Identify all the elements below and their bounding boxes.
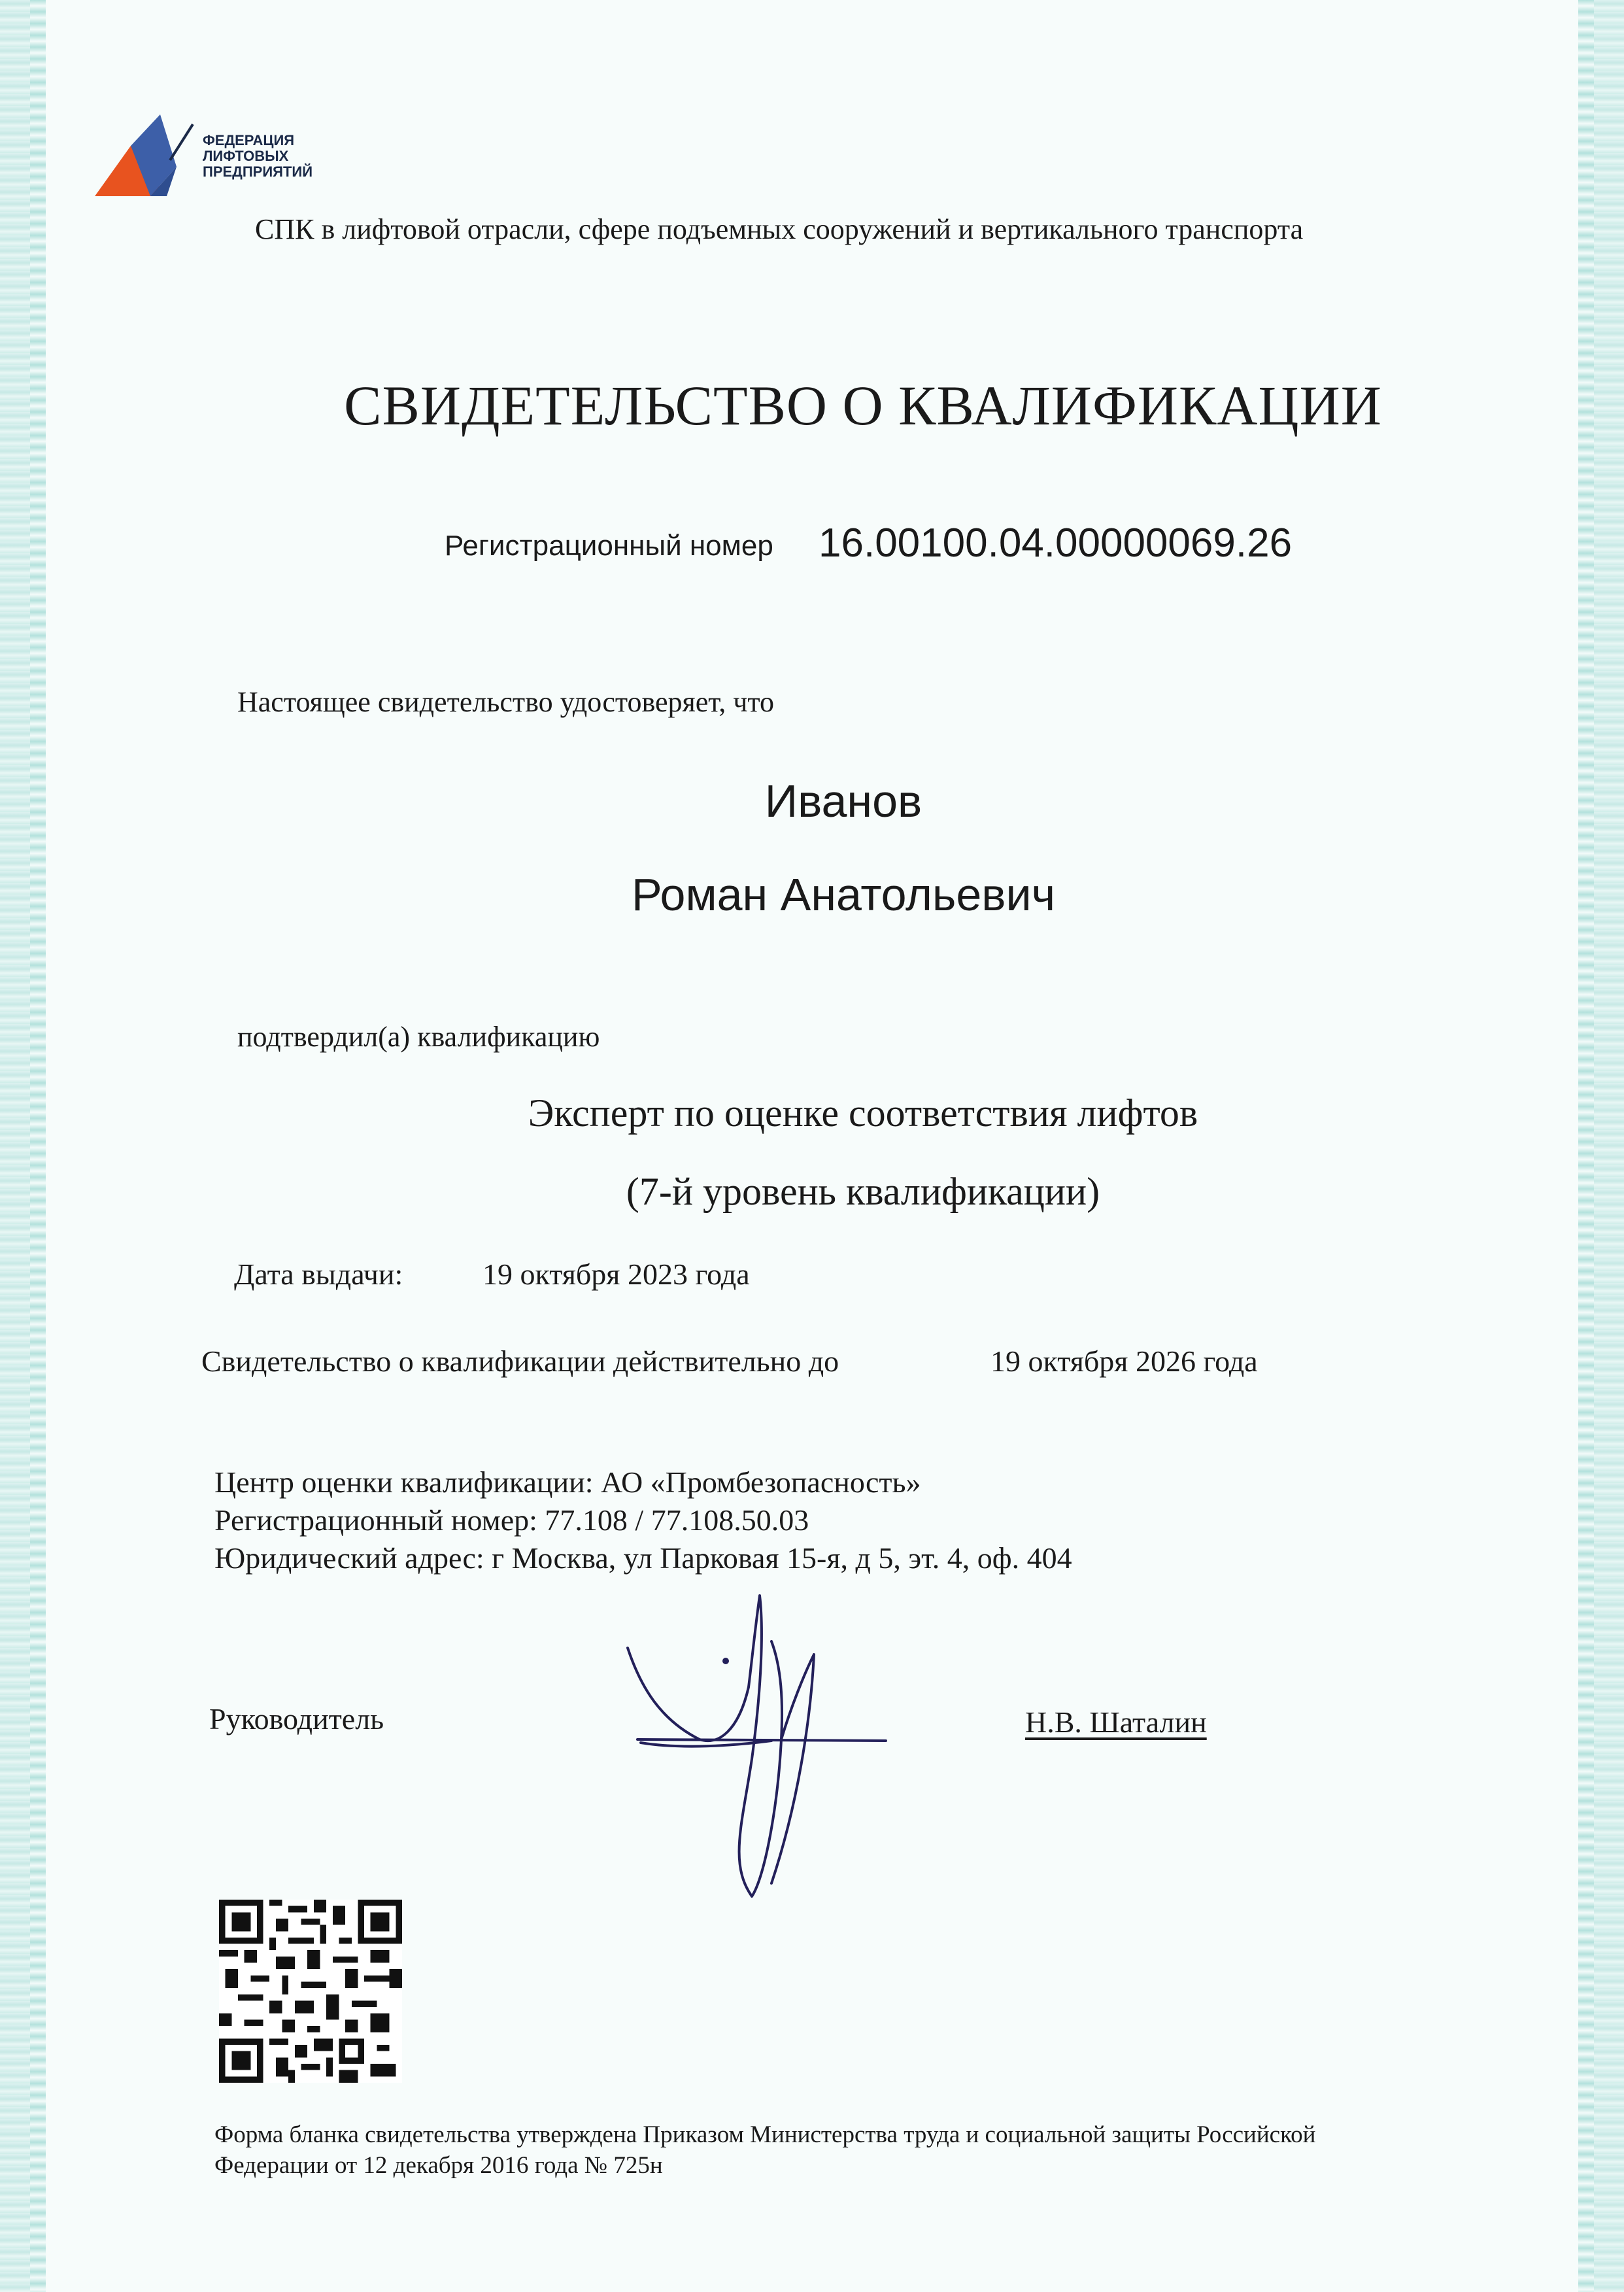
logo-line-2: ЛИФТОВЫХ <box>203 148 289 164</box>
holder-given-names: Роман Анатольевич <box>631 869 1056 920</box>
assessment-center-address: Юридический адрес: г Москва, ул Парковая 15-я, д 5, эт. 4, оф. 404 <box>214 1541 1072 1575</box>
validity-date: 19 октября 2026 года <box>990 1344 1258 1378</box>
registration-label: Регистрационный номер <box>445 530 773 562</box>
validity-label: Свидетельство о квалификации действительно до <box>201 1344 839 1378</box>
logo-line-1: ФЕДЕРАЦИЯ <box>203 132 295 148</box>
logo-line-3: ПРЕДПРИЯТИЙ <box>203 163 313 180</box>
registration-number: 16.00100.04.00000069.26 <box>819 521 1293 566</box>
assessment-center-registration: Регистрационный номер: 77.108 / 77.108.50.03 <box>214 1503 809 1537</box>
decorative-border-left <box>0 0 46 2292</box>
signatory-role: Руководитель <box>209 1702 384 1736</box>
signatory-name: Н.В. Шаталин <box>1025 1705 1207 1739</box>
qualification-name: Эксперт по оценке соответствия лифтов <box>528 1091 1198 1135</box>
decorative-border-right <box>1578 0 1624 2292</box>
logo-text <box>203 133 313 180</box>
qr-code-icon[interactable] <box>219 1900 402 2083</box>
triangle-logo-icon <box>95 114 206 206</box>
council-name: СПК в лифтовой отрасли, сфере подъемных сооружений и вертикального транспорта <box>255 213 1304 245</box>
document-title: СВИДЕТЕЛЬСТВО О КВАЛИФИКАЦИИ <box>344 374 1382 437</box>
issue-date-label: Дата выдачи: <box>234 1257 403 1291</box>
issue-date: 19 октября 2023 года <box>482 1257 750 1291</box>
qualification-level: (7-й уровень квалификации) <box>626 1170 1100 1213</box>
footer-legal-note-line-1: Форма бланка свидетельства утверждена Приказом Министерства труда и социальной защиты Российской <box>214 2121 1316 2148</box>
federation-logo <box>95 114 343 206</box>
certifies-text: Настоящее свидетельство удостоверяет, что <box>237 686 775 718</box>
handwritten-signature <box>615 1589 902 1916</box>
footer-legal-note-line-2: Федерации от 12 декабря 2016 года № 725н <box>214 2152 663 2179</box>
assessment-center-name: Центр оценки квалификации: АО «Промбезопасность» <box>214 1465 921 1499</box>
confirmed-text: подтвердил(а) квалификацию <box>237 1021 600 1053</box>
holder-surname: Иванов <box>764 776 922 827</box>
